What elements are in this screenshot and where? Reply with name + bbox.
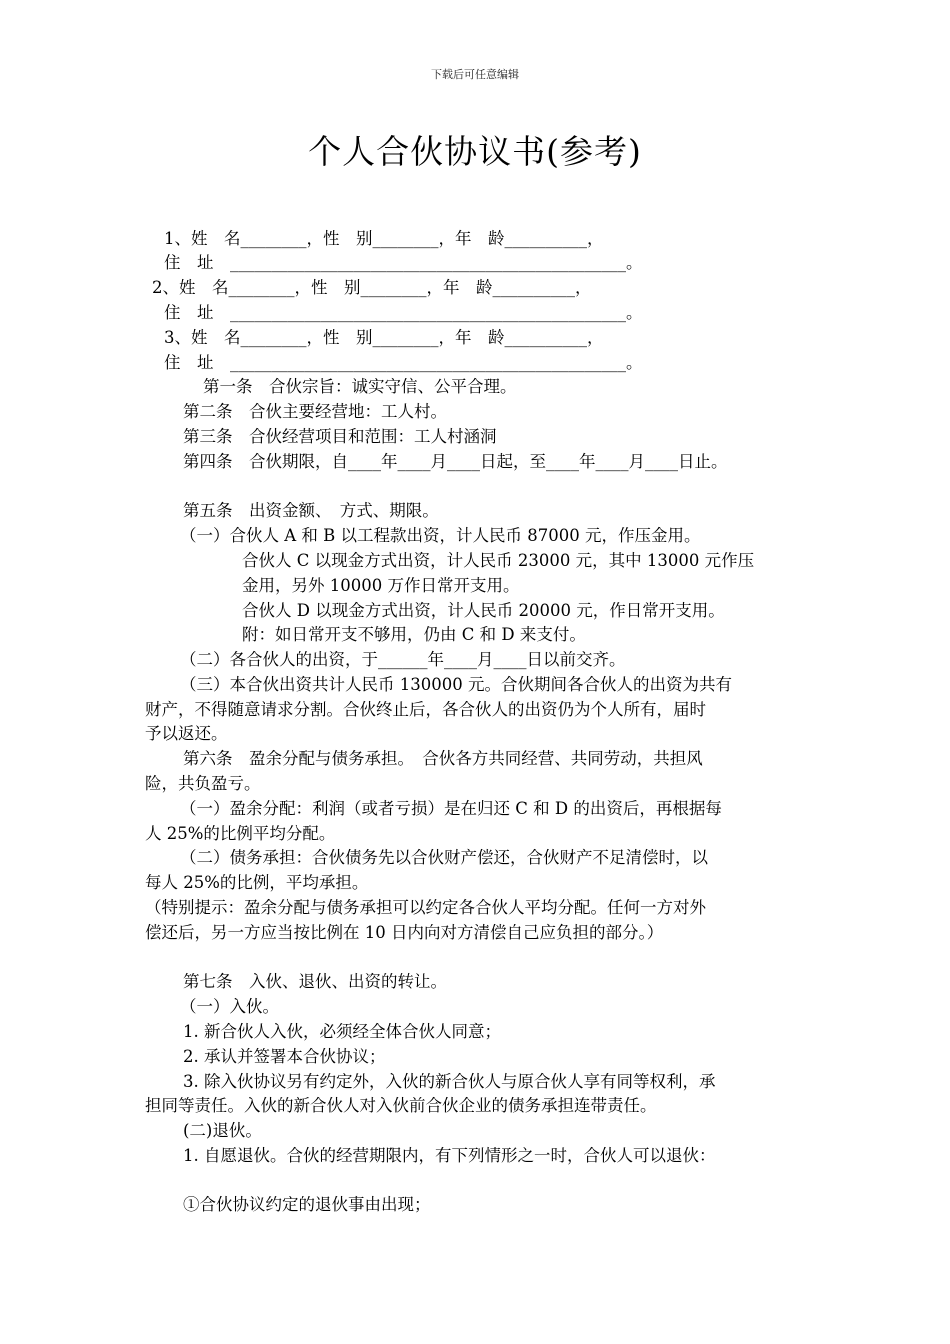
partner-2-address-line: 住 址 ________________________________________________。	[164, 303, 643, 322]
article-2-line: 第二条 合伙主要经营地：工人村。	[183, 402, 447, 421]
article-7-withdrawal-1: 1. 自愿退伙。合伙的经营期限内，有下列情形之一时，合伙人可以退伙：	[183, 1146, 716, 1165]
special-note: （特别提示：盈余分配与债务承担可以约定各合伙人平均分配。任何一方对外	[145, 898, 706, 917]
article-7-item-1: 1. 新合伙人入伙，必须经全体合伙人同意；	[183, 1022, 501, 1041]
partner-3-info-line: 3、姓 名________，性 别________，年 龄__________，	[164, 328, 604, 347]
article-5-item-3: （三）本合伙出资共计人民币 130000 元。合伙期间各合伙人的出资为共有	[180, 675, 732, 694]
document-title: 个人合伙协议书(参考)	[308, 132, 642, 171]
partner-1-info-line: 1、姓 名________，性 别________，年 龄__________，	[164, 229, 604, 248]
article-7-item-2: 2. 承认并签署本合伙协议；	[183, 1047, 386, 1066]
article-5-heading: 第五条 出资金额、 方式、期限。	[183, 501, 439, 520]
article-1-line: 第一条 合伙宗旨：诚实守信、公平合理。	[203, 377, 517, 396]
article-5-item-1-partner-d: 合伙人 D 以现金方式出资，计人民币 20000 元，作日常开支用。	[242, 601, 725, 620]
article-7-withdrawal-case-1: ①合伙协议约定的退伙事由出现；	[183, 1195, 431, 1214]
article-7-heading: 第七条 入伙、退伙、出资的转让。	[183, 972, 447, 991]
special-note-cont: 偿还后，另一方应当按比例在 10 日内向对方清偿自己应负担的部分。）	[145, 923, 664, 942]
article-6-item-2: （二）债务承担：合伙债务先以合伙财产偿还，合伙财产不足清偿时，以	[180, 848, 708, 867]
article-7-item-3: 3. 除入伙协议另有约定外，入伙的新合伙人与原合伙人享有同等权利，承	[183, 1072, 716, 1091]
article-7-section-2: (二)退伙。	[183, 1121, 262, 1140]
article-5-item-3-end: 予以返还。	[145, 724, 228, 743]
article-5-item-1: （一）合伙人 A 和 B 以工程款出资，计人民币 87000 元，作压金用。	[180, 526, 701, 545]
partner-3-address-line: 住 址 ________________________________________________。	[164, 353, 643, 372]
article-5-item-3-cont: 财产，不得随意请求分割。合伙终止后，各合伙人的出资仍为个人所有，届时	[145, 700, 706, 719]
partner-2-info-line: 2、姓 名________，性 别________，年 龄__________，	[152, 278, 592, 297]
article-5-item-1-partner-c-cont: 金用，另外 10000 万作日常开支用。	[242, 576, 520, 595]
article-4-line: 第四条 合伙期限，自____年____月____日起，至____年____月____日止。	[183, 452, 728, 471]
article-6-item-1-cont: 人 25%的比例平均分配。	[145, 824, 336, 843]
article-6-item-1: （一）盈余分配：利润（或者亏损）是在归还 C 和 D 的出资后，再根据每	[180, 799, 722, 818]
article-7-section-1: （一）入伙。	[180, 997, 279, 1016]
article-5-item-2: （二）各合伙人的出资，于______年____月____日以前交齐。	[180, 650, 626, 669]
article-5-item-1-note: 附：如日常开支不够用，仍由 C 和 D 来支付。	[242, 625, 586, 644]
article-3-line: 第三条 合伙经营项目和范围：工人村涵洞	[183, 427, 497, 446]
article-6-item-2-cont: 每人 25%的比例，平均承担。	[145, 873, 369, 892]
article-6-heading: 第六条 盈余分配与债务承担。 合伙各方共同经营、共同劳动，共担风	[183, 749, 703, 768]
article-6-heading-cont: 险，共负盈亏。	[145, 774, 261, 793]
page-header: 下载后可任意编辑	[431, 68, 519, 81]
article-5-item-1-partner-c: 合伙人 C 以现金方式出资，计人民币 23000 元，其中 13000 元作压	[242, 551, 755, 570]
partner-1-address-line: 住 址 ________________________________________________。	[164, 253, 643, 272]
article-7-item-3-cont: 担同等责任。入伙的新合伙人对入伙前合伙企业的债务承担连带责任。	[145, 1096, 657, 1115]
